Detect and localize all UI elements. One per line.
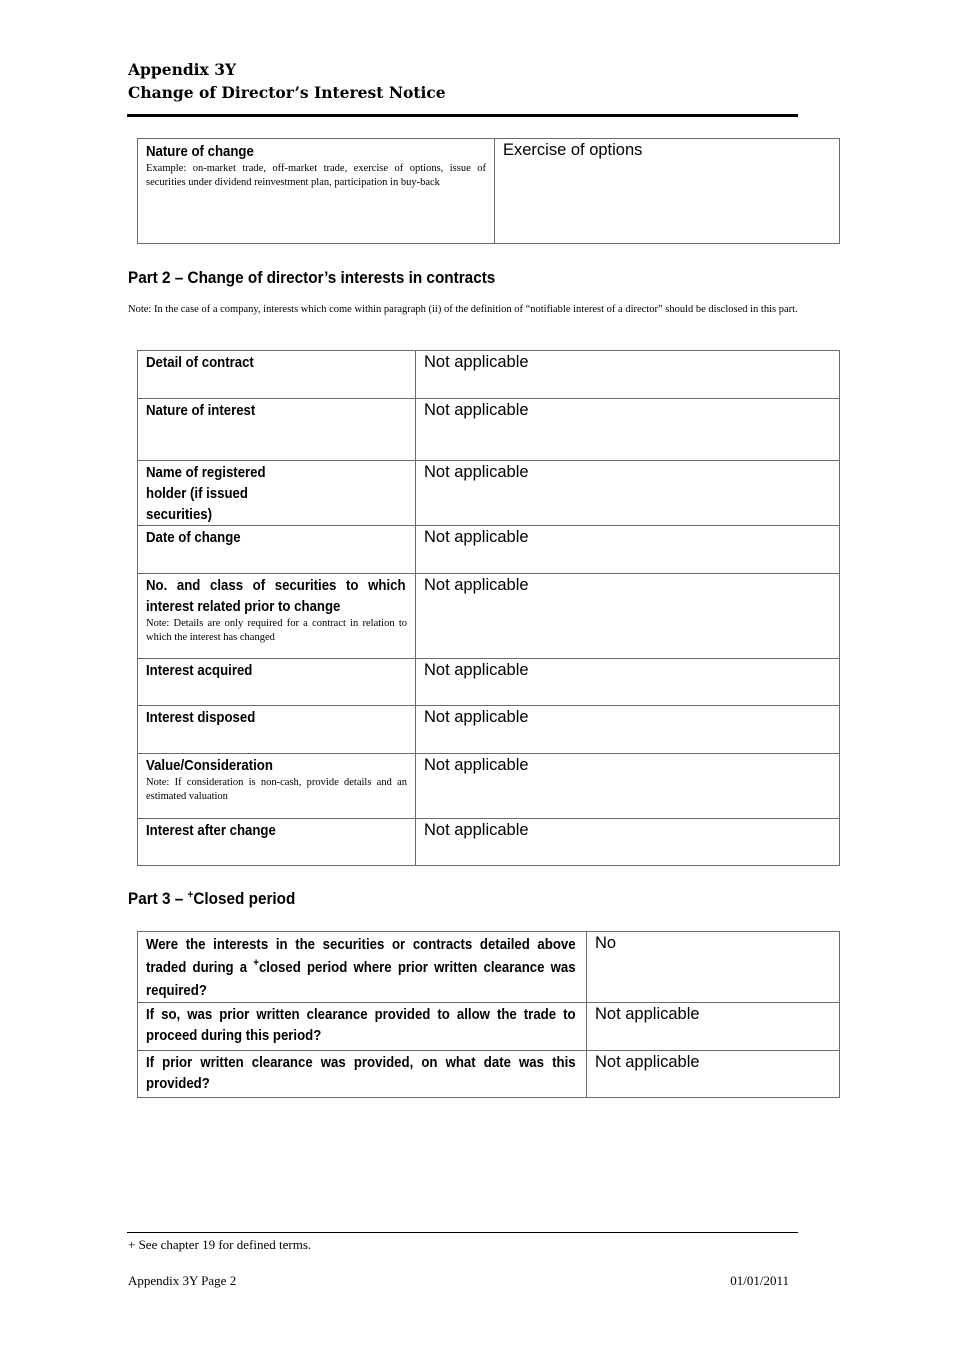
label-cell (138, 659, 416, 706)
value-cell (416, 574, 840, 659)
table-row (138, 139, 840, 244)
part3-title (128, 889, 295, 909)
table-row (138, 526, 840, 574)
value-cell (416, 461, 840, 526)
table-row (138, 754, 840, 819)
field-note: Example: on-market trade, off-market trade, exercise of options, issue of securities under dividend reinvestment plan, participation in buy-back (146, 163, 486, 188)
table-row (138, 351, 840, 399)
field-label: Value/Consideration (146, 757, 273, 774)
field-label: Detail of contract (146, 354, 254, 371)
contracts-table (137, 350, 840, 866)
field-value: Not applicable (424, 821, 529, 839)
field-label: Interest disposed (146, 709, 256, 726)
nature-of-change-value-cell (495, 139, 840, 244)
table-row (138, 932, 840, 1003)
field-label: No. and class of securities to which interest related prior to change (146, 577, 406, 615)
field-label: Nature of interest (146, 402, 256, 419)
field-value: Not applicable (424, 463, 529, 481)
label-cell (138, 819, 416, 866)
value-cell (416, 526, 840, 574)
label-cell (138, 351, 416, 399)
field-value: Not applicable (424, 353, 529, 371)
field-label: If so, was prior written clearance provided to allow the trade to proceed during this period? (146, 1006, 576, 1044)
plus-marker: + (253, 957, 259, 969)
field-label: Date of change (146, 529, 241, 546)
part2-title: Part 2 – Change of director’s interests in contracts (128, 268, 496, 287)
table-row (138, 574, 840, 659)
value-cell (587, 1051, 840, 1098)
footer-divider (127, 1232, 798, 1233)
nature-of-change-table (137, 138, 840, 244)
value-cell (416, 706, 840, 754)
field-value: Exercise of options (503, 141, 643, 159)
header-divider (127, 114, 798, 117)
label-cell (138, 706, 416, 754)
label-cell (138, 1051, 587, 1098)
field-value: No (595, 934, 617, 952)
table-row (138, 1003, 840, 1051)
part3-title-suffix: Closed period (193, 889, 296, 908)
value-cell (587, 1003, 840, 1051)
field-value: Not applicable (424, 576, 529, 594)
table-row (138, 1051, 840, 1098)
value-cell (416, 819, 840, 866)
label-cell (138, 574, 416, 659)
label-cell (138, 754, 416, 819)
field-value: Not applicable (424, 401, 529, 419)
field-value: Not applicable (424, 708, 529, 726)
closed-period-table (137, 931, 840, 1098)
field-label (146, 933, 576, 1002)
value-cell (416, 351, 840, 399)
field-label: Name of registered holder (if issued securities) (146, 464, 266, 523)
label-cell (138, 932, 587, 1003)
table-row (138, 659, 840, 706)
value-cell (416, 754, 840, 819)
appendix-title: Appendix 3Y (128, 60, 237, 79)
field-label: Interest acquired (146, 662, 253, 679)
table-row (138, 399, 840, 461)
value-cell (587, 932, 840, 1003)
nature-of-change-label-cell (138, 139, 495, 244)
part3-title-prefix: Part 3 – (128, 889, 188, 908)
table-row (138, 461, 840, 526)
value-cell (416, 659, 840, 706)
plus-marker: + (187, 889, 194, 901)
part2-note: Note: In the case of a company, interests which come within paragraph (ii) of the definition of “notifiable interest of a director” should be disclosed in this part. (128, 304, 798, 315)
field-value: Not applicable (424, 528, 529, 546)
table-row (138, 706, 840, 754)
footer-date: 01/01/2011 (730, 1273, 789, 1288)
footnote: + See chapter 19 for defined terms. (128, 1237, 312, 1252)
document-header (128, 58, 446, 104)
question-text-start: Were the interests in the securities or contracts detailed above traded during a (146, 936, 576, 976)
field-value: Not applicable (424, 756, 529, 774)
label-cell (138, 461, 416, 526)
field-note: Note: If consideration is non-cash, provide details and an estimated valuation (146, 777, 407, 802)
label-cell (138, 1003, 587, 1051)
value-cell (416, 399, 840, 461)
page-number: Appendix 3Y Page 2 (128, 1273, 237, 1288)
table-row (138, 819, 840, 866)
label-cell (138, 399, 416, 461)
notice-title: Change of Director’s Interest Notice (128, 83, 446, 102)
label-cell (138, 526, 416, 574)
field-label: Nature of change (146, 143, 254, 160)
field-value: Not applicable (595, 1053, 700, 1071)
field-label: If prior written clearance was provided, on what date was this provided? (146, 1054, 576, 1092)
question-text-end: closed period where prior written clearance was required? (146, 959, 576, 999)
field-note: Note: Details are only required for a contract in relation to which the interest has changed (146, 618, 407, 643)
field-value: Not applicable (424, 661, 529, 679)
field-label: Interest after change (146, 822, 276, 839)
field-value: Not applicable (595, 1005, 700, 1023)
